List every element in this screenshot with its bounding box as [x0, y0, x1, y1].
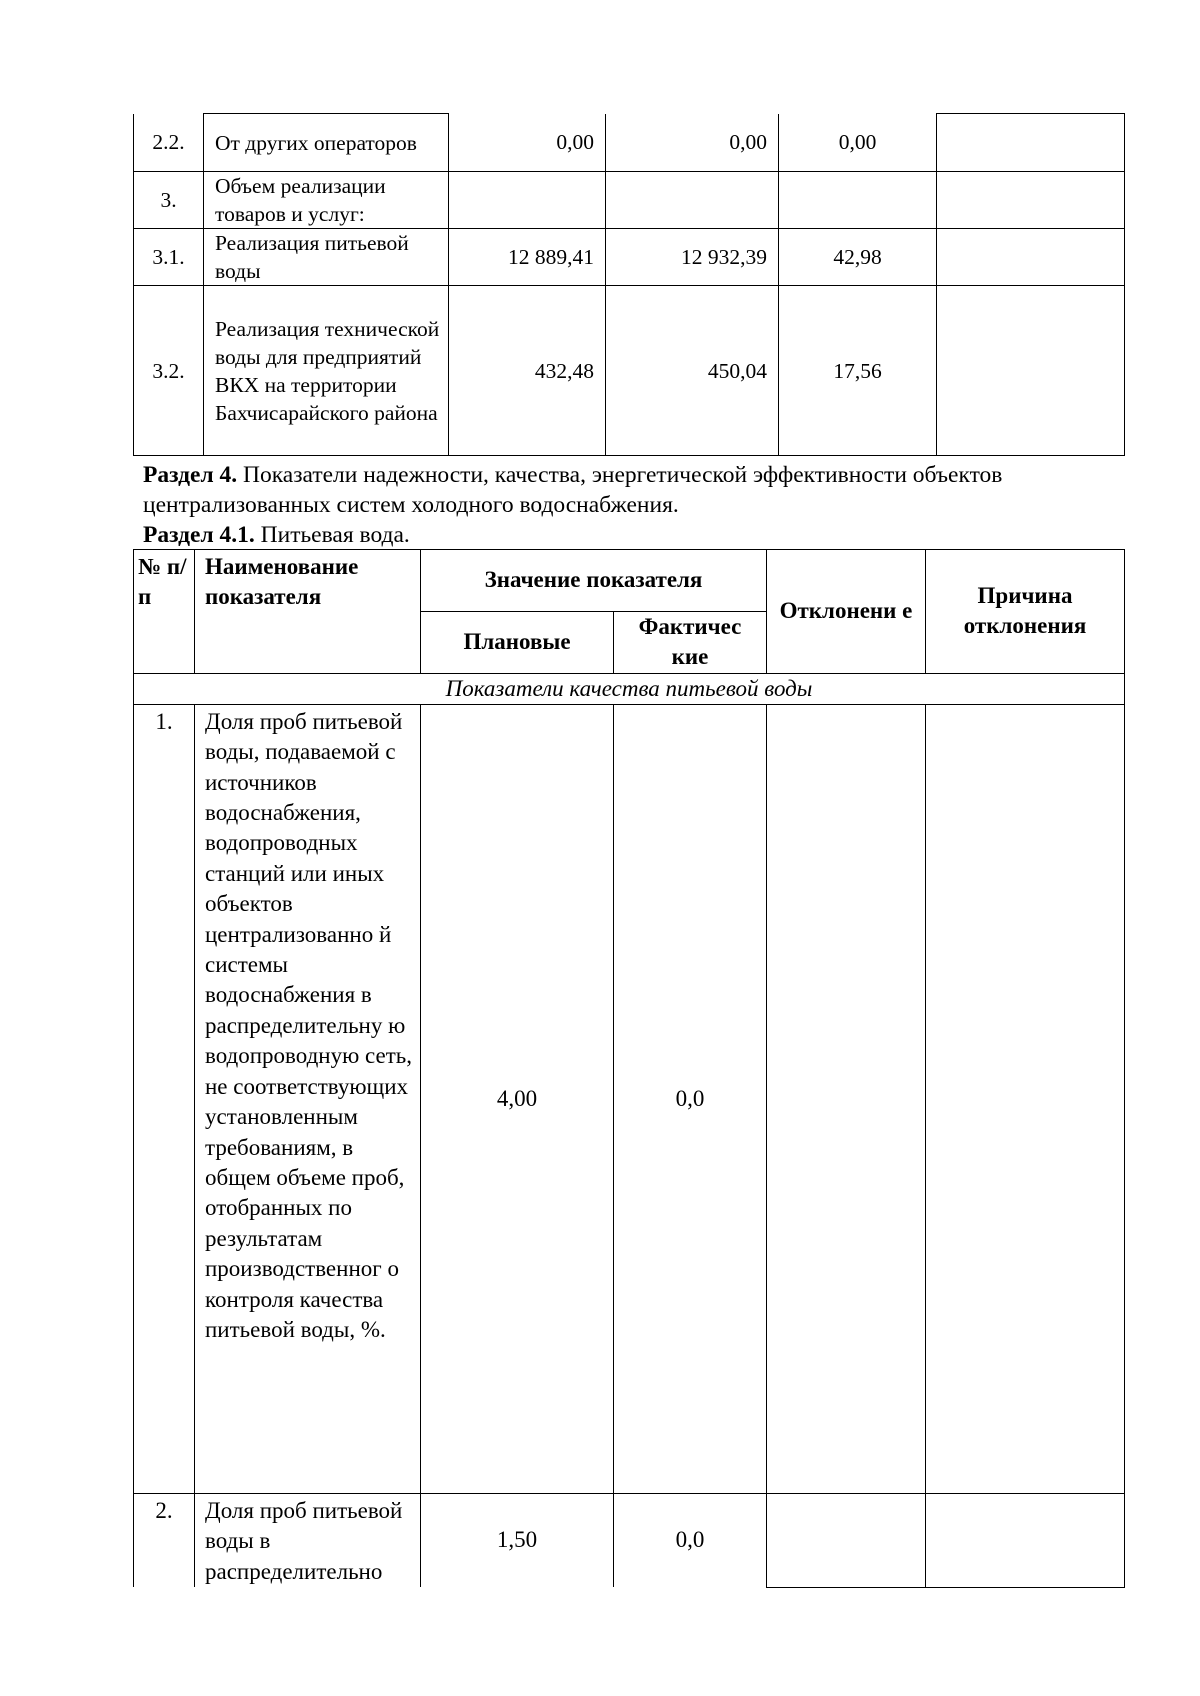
row-plan — [449, 172, 606, 229]
table-row — [134, 172, 1125, 229]
row-deviation — [767, 704, 926, 1493]
row-name: Доля проб питьевой воды, подаваемой с источников водоснабжения, водопроводных станций или иных объектов централизованно й системы водоснабжения в распределительну ю водопроводную сеть, не соответствующих установленным требованиям, в общем объеме проб, отобранных по результатам производственног о контроля качества питьевой воды, %. — [195, 704, 421, 1493]
row-plan: 1,50 — [421, 1493, 614, 1587]
row-fact — [606, 172, 779, 229]
row-name: Объем реализации товаров и услуг: — [204, 172, 449, 229]
row-plan: 0,00 — [449, 114, 606, 172]
row-plan: 4,00 — [421, 704, 614, 1493]
row-reason — [937, 172, 1125, 229]
row-plan: 12 889,41 — [449, 229, 606, 286]
table-row — [134, 286, 1125, 456]
row-name: Доля проб питьевой воды в распределительно — [195, 1493, 421, 1587]
section41-heading — [143, 520, 410, 550]
header-num: № п/п — [134, 550, 195, 674]
section4-heading — [143, 460, 1002, 490]
section4-line1: Показатели надежности, качества, энергетической эффективности объектов — [237, 462, 1003, 488]
row-deviation: 0,00 — [779, 114, 937, 172]
row-num: 1. — [134, 704, 195, 1493]
row-fact: 0,0 — [614, 704, 767, 1493]
row-reason — [937, 114, 1125, 172]
row-deviation: 42,98 — [779, 229, 937, 286]
row-num: 3.1. — [134, 229, 204, 286]
row-num: 3.2. — [134, 286, 204, 456]
row-reason — [926, 1493, 1125, 1587]
section-title: Показатели качества питьевой воды — [134, 673, 1125, 704]
header-plan: Плановые — [421, 612, 614, 674]
table-row — [134, 114, 1125, 172]
header-name: Наименование показателя — [195, 550, 421, 674]
row-name: Реализация питьевой воды — [204, 229, 449, 286]
section41-label: Раздел 4.1. — [143, 522, 255, 548]
header-deviation: Отклонени е — [767, 550, 926, 674]
section41-text: Питьевая вода. — [254, 522, 410, 548]
section-row — [134, 673, 1125, 704]
row-reason — [926, 704, 1125, 1493]
section4-line2: централизованных систем холодного водоснабжения. — [143, 492, 679, 518]
table-main — [133, 549, 1125, 1588]
row-fact: 12 932,39 — [606, 229, 779, 286]
row-num: 2. — [134, 1493, 195, 1587]
row-fact: 0,00 — [606, 114, 779, 172]
row-fact: 450,04 — [606, 286, 779, 456]
row-num: 2.2. — [134, 114, 204, 172]
table-row — [134, 704, 1125, 1493]
row-deviation — [779, 172, 937, 229]
section4-label: Раздел 4. — [143, 462, 238, 488]
row-reason — [937, 229, 1125, 286]
table-row — [134, 229, 1125, 286]
row-name: Реализация технической воды для предприятий ВКХ на территории Бахчисарайского района — [204, 286, 449, 456]
header-fact: Фактичес кие — [614, 612, 767, 674]
table-top — [133, 113, 1125, 456]
row-fact: 0,0 — [614, 1493, 767, 1587]
row-plan: 432,48 — [449, 286, 606, 456]
header-value: Значение показателя — [421, 550, 767, 612]
table-row — [134, 1493, 1125, 1587]
row-deviation: 17,56 — [779, 286, 937, 456]
row-num: 3. — [134, 172, 204, 229]
header-row — [134, 550, 1125, 612]
row-reason — [937, 286, 1125, 456]
header-reason: Причина отклонения — [926, 550, 1125, 674]
row-name: От других операторов — [204, 114, 449, 172]
row-deviation — [767, 1493, 926, 1587]
